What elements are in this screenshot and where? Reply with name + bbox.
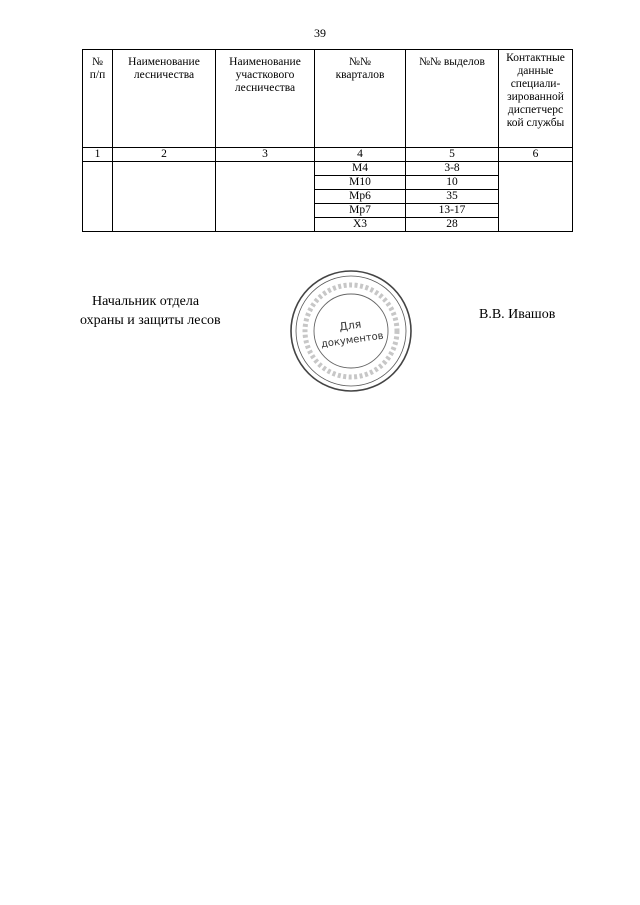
header-cell: Наименование лесничества (113, 50, 216, 148)
cell-vydel: 28 (406, 218, 499, 232)
cell-kvartal: М10 (315, 176, 406, 190)
column-number: 4 (315, 148, 406, 162)
position-line-2: охраны и защиты лесов (80, 313, 221, 328)
header-cell: Контактные данные специали- зированной диспетчерс кой службы (499, 50, 573, 148)
cell-kvartal: Мр7 (315, 204, 406, 218)
table-header-row (83, 50, 573, 148)
column-number: 3 (216, 148, 315, 162)
cell-kvartal: Мр6 (315, 190, 406, 204)
cell-contacts (499, 162, 573, 232)
cell-kvartal: М4 (315, 162, 406, 176)
column-number: 6 (499, 148, 573, 162)
cell-vydel: 10 (406, 176, 499, 190)
cell-vydel: 35 (406, 190, 499, 204)
stamp-seal-icon (288, 268, 414, 394)
cell-vydel: 3-8 (406, 162, 499, 176)
page-number: 39 (314, 26, 326, 40)
position-line-1: Начальник отдела (92, 294, 200, 309)
cell-lesnichestvo (113, 162, 216, 232)
header-cell: № п/п (83, 50, 113, 148)
cell-kvartal: Х3 (315, 218, 406, 232)
cell-num (83, 162, 113, 232)
table-row (83, 162, 573, 176)
cell-uchastkovoe (216, 162, 315, 232)
header-cell: №№ кварталов (315, 50, 406, 148)
header-cell: №№ выделов (406, 50, 499, 148)
signatory-name: В.В. Ивашов (479, 307, 556, 322)
official-stamp (288, 268, 414, 394)
column-number-row (83, 148, 573, 162)
column-number: 1 (83, 148, 113, 162)
column-number: 2 (113, 148, 216, 162)
stamp-text-line-2: документов (320, 330, 385, 351)
stamp-text-line-1: Для (338, 317, 363, 334)
cell-vydel: 13-17 (406, 204, 499, 218)
header-cell: Наименование участкового лесничества (216, 50, 315, 148)
signatory-position (80, 292, 221, 330)
forestry-table (82, 49, 573, 232)
column-number: 5 (406, 148, 499, 162)
